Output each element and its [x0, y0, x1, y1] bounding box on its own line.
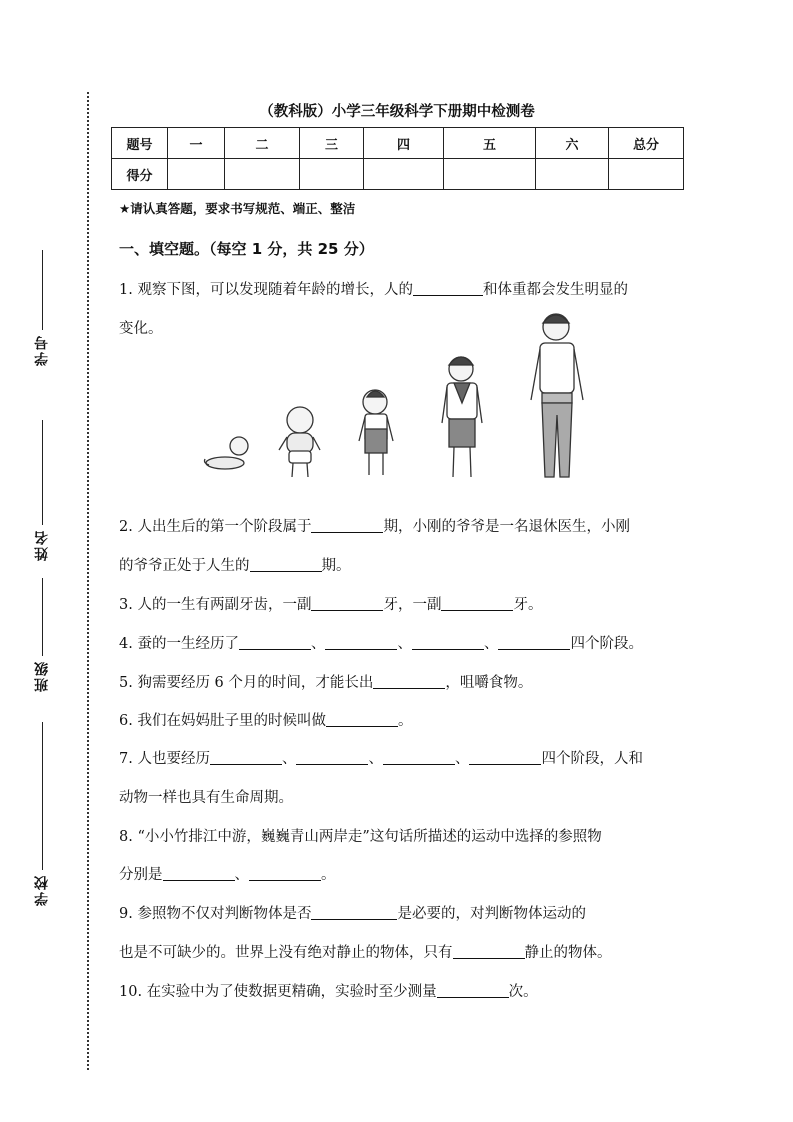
question-text: 2. 人出生后的第一个阶段属于 — [119, 519, 312, 535]
child-figure — [359, 390, 393, 475]
question-9 — [119, 895, 679, 934]
question-6 — [119, 702, 679, 741]
header-cell: 一 — [168, 128, 225, 159]
question-text: 四个阶段，人和 — [541, 751, 643, 767]
separator: 、 — [483, 636, 499, 652]
name-label: 姓名 — [34, 529, 50, 561]
question-text: 5. 狗需要经历 6 个月的时间，才能长出 — [119, 675, 374, 691]
school-field[interactable] — [22, 722, 62, 906]
question-text: 1. 观察下图，可以发现随着年龄的增长，人的 — [119, 282, 413, 298]
question-text: 7. 人也要经历 — [119, 751, 210, 767]
student-id-label: 学号 — [34, 334, 50, 366]
header-cell: 总分 — [609, 128, 684, 159]
header-cell: 二 — [225, 128, 300, 159]
question-text: 9. 参照物不仅对判断物体是否 — [119, 906, 312, 922]
header-cell: 三 — [300, 128, 364, 159]
question-text: 8. “小小竹排江中游，巍巍青山两岸走”这句话所描述的运动中选择的参照物 — [119, 829, 602, 845]
answer-blank[interactable] — [311, 596, 383, 612]
instruction-text: ★请认真答题，要求书写规范、端正、整洁 — [119, 201, 356, 216]
school-label: 学校 — [34, 874, 50, 906]
score-cell[interactable] — [300, 159, 364, 190]
answer-blank[interactable] — [437, 983, 509, 999]
answer-blank[interactable] — [210, 750, 282, 766]
answer-blank[interactable] — [250, 557, 322, 573]
answer-blank[interactable] — [311, 905, 397, 921]
section-title: 一、填空题。（每空 1 分，共 25 分） — [119, 240, 374, 258]
answer-blank[interactable] — [453, 944, 525, 960]
question-text: 静止的物体。 — [524, 945, 612, 961]
question-2-continued — [119, 547, 679, 586]
answer-blank[interactable] — [441, 596, 513, 612]
question-text: 的爷爷正处于人生的 — [119, 558, 250, 574]
question-7-continued — [119, 779, 679, 818]
question-text: 。 — [321, 867, 336, 883]
score-cell[interactable] — [225, 159, 300, 190]
question-text: 6. 我们在妈妈肚子里的时候叫做 — [119, 713, 326, 729]
question-text: 四个阶段。 — [570, 636, 643, 652]
question-text: 动物一样也具有生命周期。 — [119, 790, 293, 806]
header-cell: 五 — [444, 128, 536, 159]
header-cell: 题号 — [112, 128, 168, 159]
answer-blank[interactable] — [412, 635, 484, 651]
binding-dotted-line — [87, 92, 89, 1070]
answer-blank[interactable] — [249, 866, 321, 882]
score-cell[interactable] — [444, 159, 536, 190]
student-id-field[interactable] — [22, 250, 62, 366]
score-table-header-row — [112, 128, 684, 159]
score-cell[interactable] — [364, 159, 444, 190]
question-text: 牙，一副 — [383, 597, 442, 613]
question-text: 变化。 — [119, 321, 163, 337]
separator: 、 — [368, 751, 383, 767]
question-text: 期。 — [321, 558, 351, 574]
score-table — [111, 127, 684, 190]
question-9-continued — [119, 934, 679, 973]
answer-blank[interactable] — [413, 281, 483, 297]
header-cell: 六 — [536, 128, 609, 159]
page-title: （教科版）小学三年级科学下册期中检测卷 — [259, 104, 535, 120]
question-text: 3. 人的一生有两副牙齿，一副 — [119, 597, 312, 613]
question-text: 10. 在实验中为了使数据更精确，实验时至少测量 — [119, 984, 437, 1000]
question-3 — [119, 586, 679, 625]
answer-blank[interactable] — [311, 518, 383, 534]
question-text: 和体重都会发生明显的 — [482, 282, 628, 298]
question-10 — [119, 973, 679, 1012]
question-5 — [119, 664, 679, 703]
separator: 、 — [234, 867, 249, 883]
separator: 、 — [397, 636, 412, 652]
question-text: 次。 — [508, 984, 538, 1000]
question-text: 4. 蚕的一生经历了 — [119, 636, 239, 652]
score-table-score-row — [112, 159, 684, 190]
question-4 — [119, 625, 679, 664]
teen-figure — [442, 357, 482, 477]
question-7 — [119, 740, 679, 779]
question-text: 牙。 — [513, 597, 543, 613]
adult-figure — [531, 314, 583, 477]
header-cell: 四 — [364, 128, 444, 159]
answer-blank[interactable] — [383, 750, 455, 766]
separator: 、 — [310, 636, 326, 652]
answer-blank[interactable] — [163, 866, 235, 882]
question-8 — [119, 818, 679, 857]
separator: 、 — [454, 751, 470, 767]
question-text: ，咀嚼食物。 — [445, 675, 533, 691]
answer-blank[interactable] — [325, 635, 397, 651]
question-8-continued — [119, 856, 679, 895]
score-cell[interactable] — [168, 159, 225, 190]
question-text: 是必要的，对判断物体运动的 — [397, 906, 586, 922]
separator: 、 — [281, 751, 297, 767]
class-label: 班级 — [34, 660, 50, 692]
class-field[interactable] — [22, 578, 62, 692]
name-field[interactable] — [22, 420, 62, 561]
question-text: 分别是 — [119, 867, 163, 883]
answer-blank[interactable] — [498, 635, 570, 651]
score-cell[interactable] — [536, 159, 609, 190]
question-2 — [119, 508, 679, 547]
answer-blank[interactable] — [239, 635, 311, 651]
question-text: 期，小刚的爷爷是一名退休医生，小刚 — [383, 519, 630, 535]
row-label-cell: 得分 — [112, 159, 168, 190]
question-text: 也是不可缺少的。世界上没有绝对静止的物体，只有 — [119, 945, 453, 961]
answer-blank[interactable] — [469, 750, 541, 766]
toddler-figure — [279, 407, 320, 477]
answer-blank[interactable] — [373, 674, 445, 690]
score-cell[interactable] — [609, 159, 684, 190]
baby-figure — [205, 437, 249, 469]
answer-blank[interactable] — [326, 712, 398, 728]
question-text: 。 — [397, 713, 413, 729]
answer-blank[interactable] — [296, 750, 368, 766]
human-growth-illustration — [195, 305, 605, 490]
